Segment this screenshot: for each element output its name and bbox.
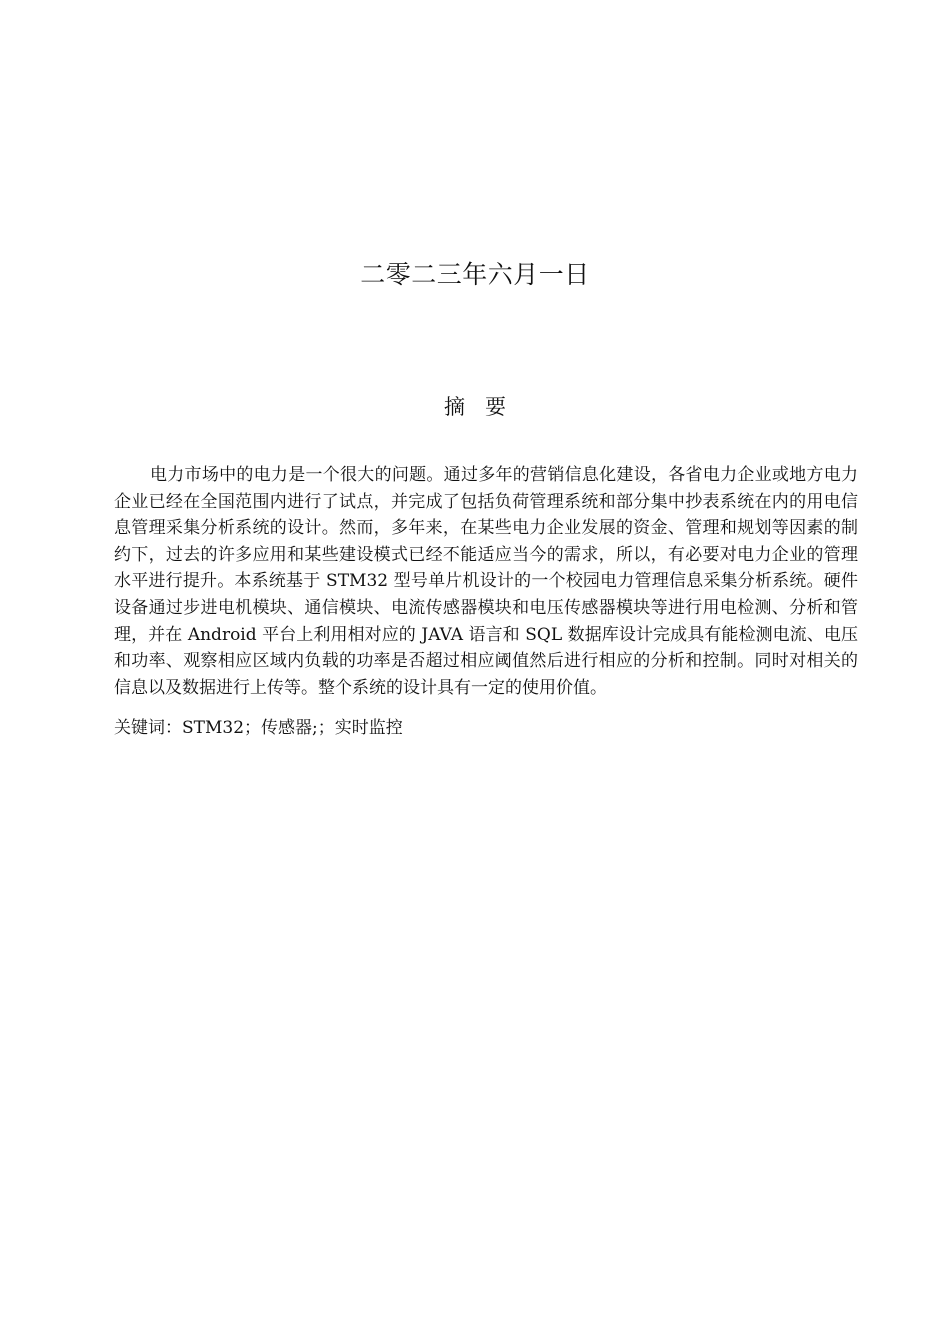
keywords-line [114,715,858,741]
abstract-body: 电力市场中的电力是一个很大的问题。通过多年的营销信息化建设，各省电力企业或地方电力企业已经在全国范围内进行了试点，并完成了包括负荷管理系统和部分集中抄表系统在内的用电信息管理采集分析系统的设计。然而，多年来，在某些电力企业发展的资金、管理和规划等因素的制约下，过去的许多应用和某些建设模式已经不能适应当今的需求，所以，有必要对电力企业的管理水平进行提升。本系统基于 STM32 型号单片机设计的一个校园电力管理信息采集分析系统。硬件设备通过步进电机模块、通信模块、电流传感器模块和电压传感器模块等进行用电检测、分析和管理，并在 Android 平台上利用相对应的 JAVA 语言和 SQL 数据库设计完成具有能检测电流、电压和功率、观察相应区域内负载的功率是否超过相应阈值然后进行相应的分析和控制。同时对相关的信息以及数据进行上传等。整个系统的设计具有一定的使用价值。 [114,465,858,698]
date-line: 二零二三年六月一日 [360,260,590,289]
abstract-heading: 摘要 [444,395,526,419]
keywords-value: STM32；传感器;；实时监控 [182,718,403,738]
keywords-label: 关键词： [114,718,182,738]
